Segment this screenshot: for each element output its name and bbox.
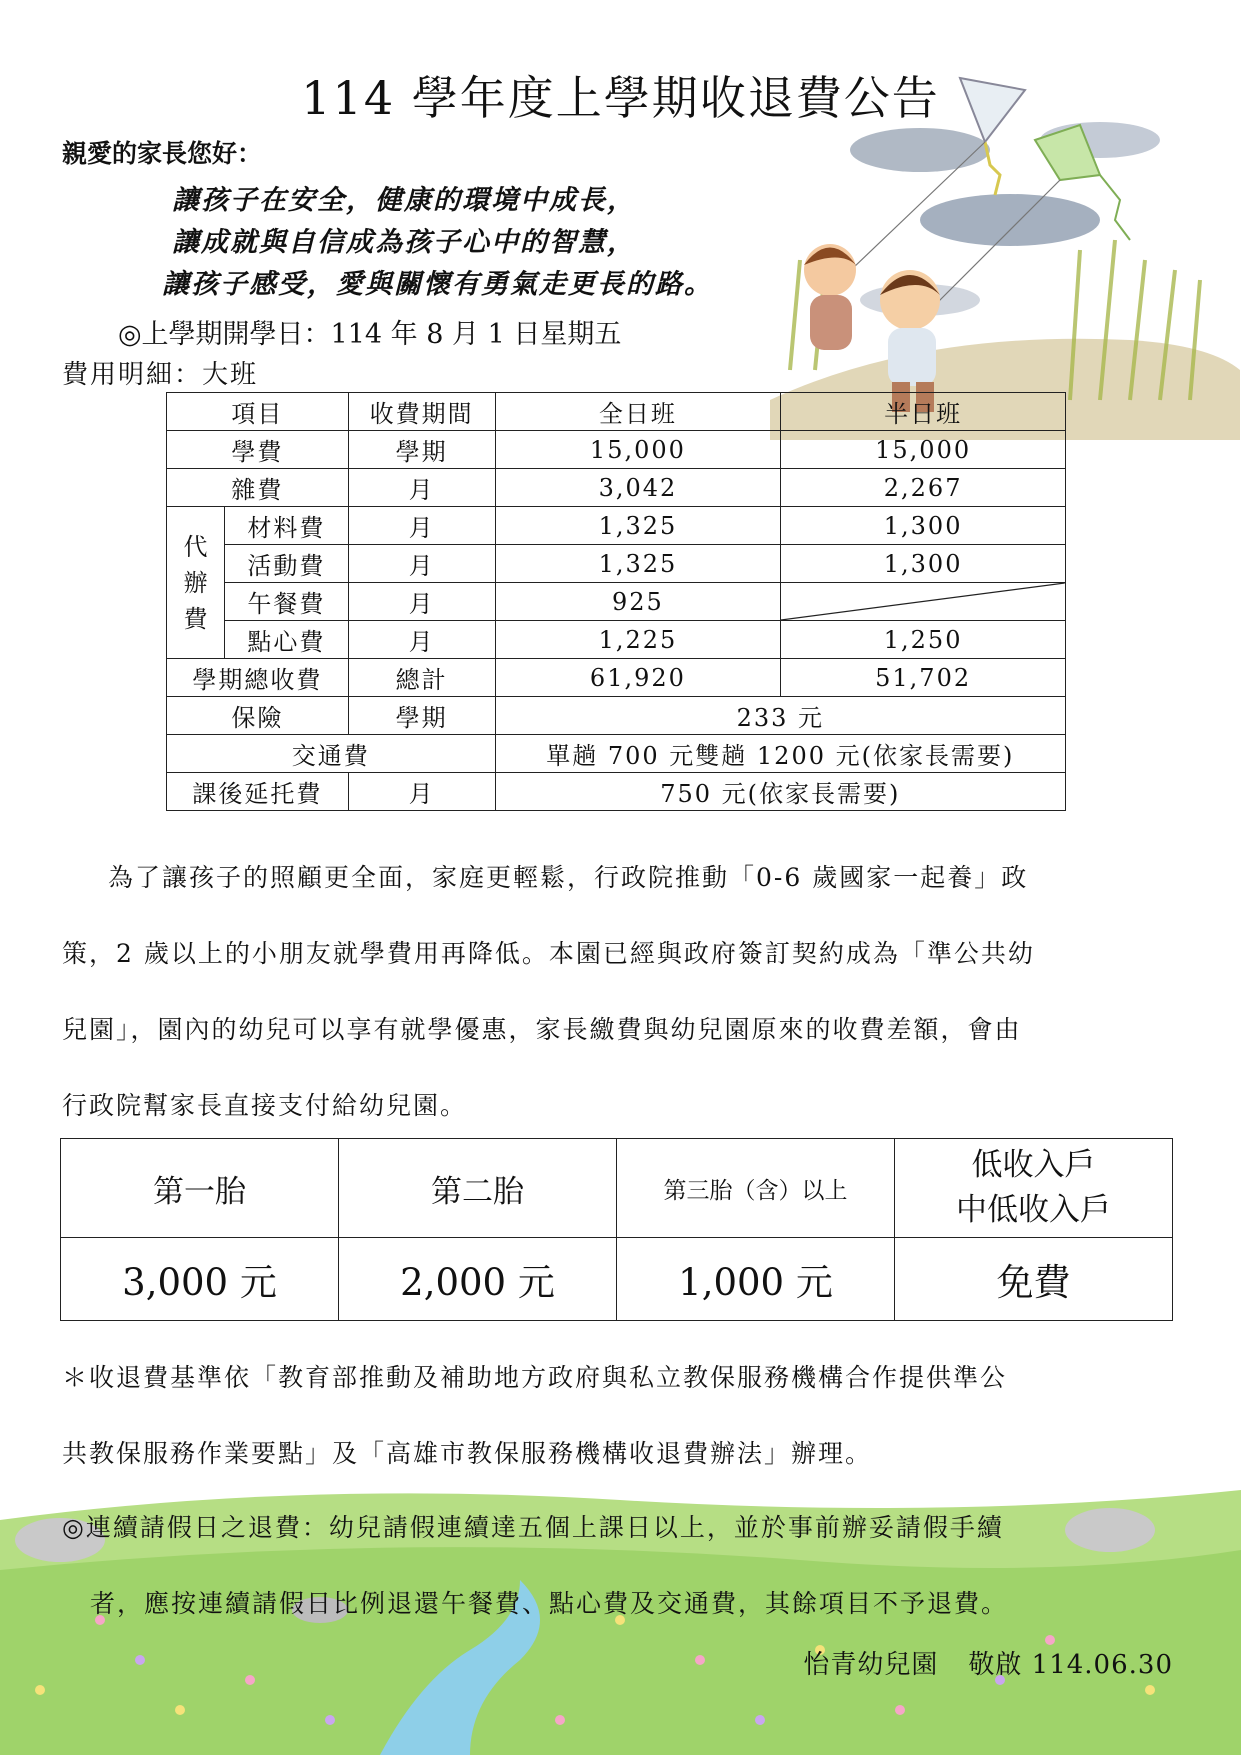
discount-table: [60, 1138, 1173, 1321]
item-cell: 課後延托費: [167, 773, 349, 811]
item-cell: 交通費: [167, 735, 496, 773]
fee-detail-label: 費用明細：大班: [62, 360, 259, 390]
signature: [803, 1644, 1173, 1681]
table-row: [167, 545, 1066, 583]
period-cell: 月: [348, 545, 495, 583]
low-income-label: 低收入戶: [971, 1147, 1096, 1183]
value-cell: 750 元(依家長需要): [495, 773, 1065, 811]
half-day-cell: 1,250: [781, 621, 1066, 659]
agency-fee-text: 代辦費: [183, 532, 208, 633]
half-day-cell: 2,267: [781, 469, 1066, 507]
item-cell: 保險: [167, 697, 349, 735]
table-row: [167, 507, 1066, 545]
value-cell: 3,000 元: [61, 1238, 339, 1321]
half-day-cell: 1,300: [781, 545, 1066, 583]
value-cell: 1,000 元: [617, 1238, 895, 1321]
period-cell: 學期: [348, 431, 495, 469]
full-day-cell: 1,325: [495, 507, 781, 545]
note-line: ＊收退費基準依「教育部推動及補助地方政府與私立教保服務機構合作提供準公: [62, 1363, 1008, 1392]
mid-low-income-label: 中低收入戶: [956, 1192, 1111, 1228]
period-cell: 總計: [348, 659, 495, 697]
empty-half-day-cell: [781, 583, 1066, 621]
header-cell: 項目: [167, 393, 349, 431]
period-cell: 月: [348, 773, 495, 811]
fee-table: [166, 392, 1066, 811]
policy-paragraph-line: 兒園」，園內的幼兒可以享有就學優惠，家長繳費與幼兒園原來的收費差額，會由: [62, 1015, 1022, 1044]
table-row: [61, 1238, 1173, 1321]
item-cell: 活動費: [224, 545, 348, 583]
greeting: 親愛的家長您好：: [62, 139, 263, 168]
agency-fee-label: [167, 507, 225, 659]
value-cell: 免費: [895, 1238, 1173, 1321]
item-cell: 學期總收費: [167, 659, 349, 697]
value-cell: 單趟 700 元雙趟 1200 元(依家長需要): [495, 735, 1065, 773]
header-cell: [895, 1139, 1173, 1238]
full-day-cell: 61,920: [495, 659, 781, 697]
header-cell: 第三胎（含）以上: [617, 1139, 895, 1238]
opening-day: ◎上學期開學日：114 年 8 月 1 日星期五: [118, 319, 622, 350]
table-row: [167, 583, 1066, 621]
school-name: 怡青幼兒園: [803, 1650, 939, 1680]
period-cell: 月: [348, 583, 495, 621]
note-line: ◎連續請假日之退費：幼兒請假連續達五個上課日以上，並於事前辦妥請假手續: [62, 1513, 1004, 1542]
period-cell: 月: [348, 621, 495, 659]
item-cell: 點心費: [224, 621, 348, 659]
closing-date: 敬啟 114.06.30: [968, 1650, 1173, 1680]
full-day-cell: 925: [495, 583, 781, 621]
half-day-cell: 15,000: [781, 431, 1066, 469]
policy-paragraph-line: 行政院幫家長直接支付給幼兒園。: [62, 1091, 468, 1120]
item-cell: 午餐費: [224, 583, 348, 621]
table-row: [167, 393, 1066, 431]
table-row: [167, 469, 1066, 507]
period-cell: 月: [348, 507, 495, 545]
poem-line: 讓孩子感受，愛與關懷有勇氣走更長的路。: [162, 269, 713, 300]
full-day-cell: 1,225: [495, 621, 781, 659]
policy-paragraph-line: 策，2 歲以上的小朋友就學費用再降低。本園已經與政府簽訂契約成為「準公共幼: [62, 939, 1035, 968]
value-cell: 233 元: [495, 697, 1065, 735]
full-day-cell: 3,042: [495, 469, 781, 507]
full-day-cell: 15,000: [495, 431, 781, 469]
poem-line: 讓孩子在安全，健康的環境中成長，: [172, 185, 636, 216]
policy-paragraph-line: 為了讓孩子的照顧更全面，家庭更輕鬆，行政院推動「0-6 歲國家一起養」政: [108, 863, 1029, 892]
item-cell: 材料費: [224, 507, 348, 545]
period-cell: 月: [348, 469, 495, 507]
table-row: [167, 621, 1066, 659]
table-row: [167, 659, 1066, 697]
page-title: 114 學年度上學期收退費公告: [301, 71, 940, 125]
diagonal-line: [781, 583, 1065, 620]
table-row: [167, 773, 1066, 811]
half-day-cell: 51,702: [781, 659, 1066, 697]
header-cell: 半日班: [781, 393, 1066, 431]
note-line: 共教保服務作業要點」及「高雄市教保服務機構收退費辦法」辦理。: [62, 1439, 873, 1468]
item-cell: 雜費: [167, 469, 349, 507]
poem-line: 讓成就與自信成為孩子心中的智慧，: [172, 227, 636, 258]
table-row: [167, 697, 1066, 735]
header-cell: 收費期間: [348, 393, 495, 431]
header-cell: 第二胎: [339, 1139, 617, 1238]
period-cell: 學期: [348, 697, 495, 735]
table-row: [167, 431, 1066, 469]
item-cell: 學費: [167, 431, 349, 469]
half-day-cell: 1,300: [781, 507, 1066, 545]
table-row: [61, 1139, 1173, 1238]
note-line: 者，應按連續請假日比例退還午餐費、點心費及交通費，其餘項目不予退費。: [90, 1589, 1009, 1618]
header-cell: 全日班: [495, 393, 781, 431]
value-cell: 2,000 元: [339, 1238, 617, 1321]
table-row: [167, 735, 1066, 773]
full-day-cell: 1,325: [495, 545, 781, 583]
header-cell: 第一胎: [61, 1139, 339, 1238]
